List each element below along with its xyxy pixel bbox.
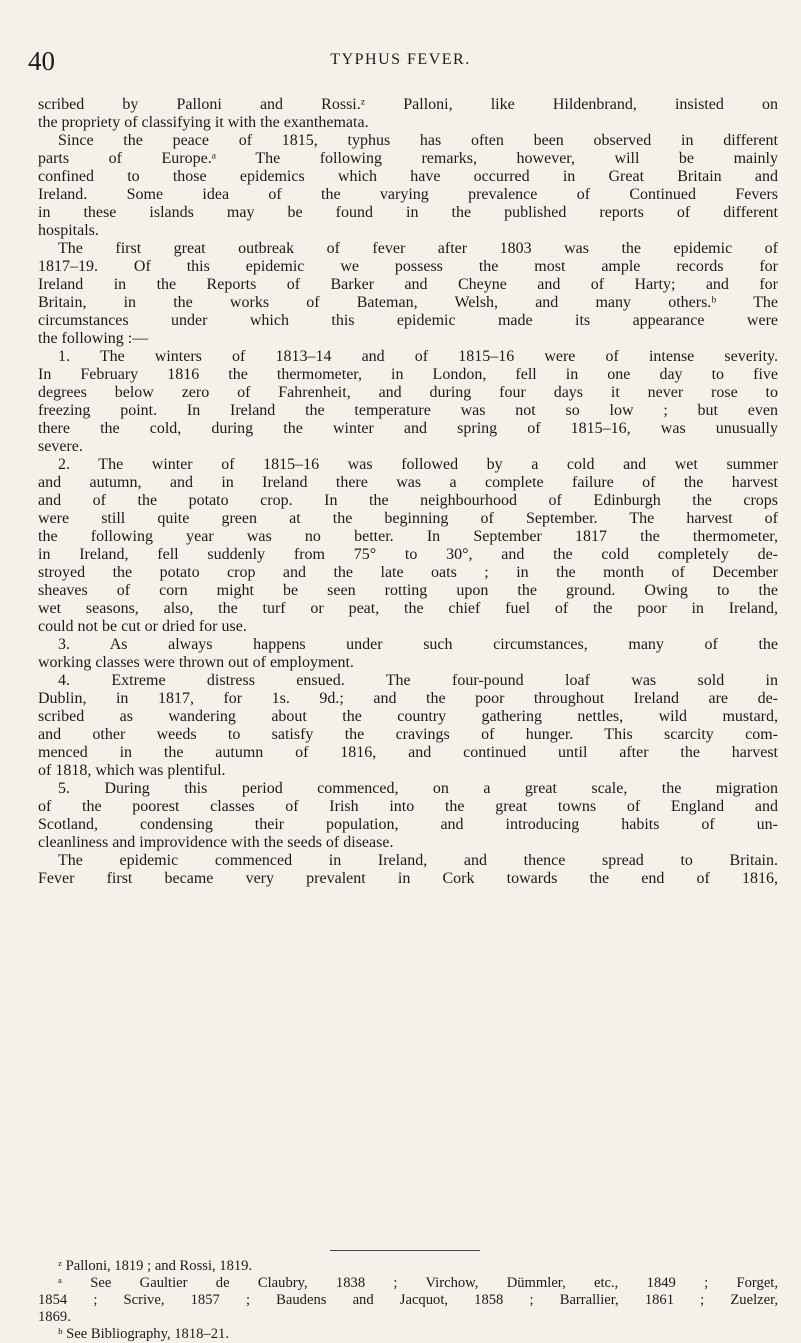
text-line: confined to those epidemics which have occurred in Great Britain and <box>38 168 778 185</box>
text-line: Fever first became very prevalent in Cork towards the end of 1816, <box>38 870 778 887</box>
text-line: In February 1816 the thermometer, in London, fell in one day to five <box>38 366 778 383</box>
text-line: Ireland. Some idea of the varying prevalence of Continued Fevers <box>38 186 778 203</box>
text-line: the following year was no better. In September 1817 the thermometer, <box>38 528 778 545</box>
text-line: 3. As always happens under such circumstances, many of the <box>58 636 778 653</box>
text-line: were still quite green at the beginning of September. The harvest of <box>38 510 778 527</box>
text-line: menced in the autumn of 1816, and continued until after the harvest <box>38 744 778 761</box>
text-line: and autumn, and in Ireland there was a complete failure of the harvest <box>38 474 778 491</box>
text-line: wet seasons, also, the turf or peat, the chief fuel of the poor in Ireland, <box>38 600 778 617</box>
text-line: 2. The winter of 1815–16 was followed by a cold and wet summer <box>58 456 778 473</box>
text-line: freezing point. In Ireland the temperature was not so low ; but even <box>38 402 778 419</box>
text-line: The first great outbreak of fever after 1803 was the epidemic of <box>58 240 778 257</box>
footnote-line: 1869. <box>38 1309 71 1325</box>
text-line: of 1818, which was plentiful. <box>38 762 226 779</box>
text-line: of the poorest classes of Irish into the great towns of England and <box>38 798 778 815</box>
text-line: parts of Europe.ᵃ The following remarks, however, will be mainly <box>38 150 778 167</box>
text-line: sheaves of corn might be seen rotting upon the ground. Owing to the <box>38 582 778 599</box>
text-line: 1817–19. Of this epidemic we possess the most ample records for <box>38 258 778 275</box>
text-line: Since the peace of 1815, typhus has often been observed in different <box>58 132 778 149</box>
text-line: Ireland in the Reports of Barker and Cheyne and of Harty; and for <box>38 276 778 293</box>
text-line: and other weeds to satisfy the cravings of hunger. This scarcity com- <box>38 726 778 743</box>
footnote-line: 1854 ; Scrive, 1857 ; Baudens and Jacquot, 1858 ; Barrallier, 1861 ; Zuelzer, <box>38 1292 778 1308</box>
text-line: stroyed the potato crop and the late oats ; in the month of December <box>38 564 778 581</box>
text-line: severe. <box>38 438 83 455</box>
text-line: scribed by Palloni and Rossi.ᶻ Palloni, like Hildenbrand, insisted on <box>38 96 778 113</box>
text-line: in Ireland, fell suddenly from 75° to 30°, and the cold completely de- <box>38 546 778 563</box>
text-line: degrees below zero of Fahrenheit, and during four days it never rose to <box>38 384 778 401</box>
text-line: in these islands may be found in the published reports of different <box>38 204 778 221</box>
page-number: 40 <box>28 46 55 76</box>
body-text <box>38 96 778 888</box>
text-line: working classes were thrown out of employment. <box>38 654 354 671</box>
text-line: 4. Extreme distress ensued. The four-pound loaf was sold in <box>58 672 778 689</box>
text-line: 5. During this period commenced, on a great scale, the migration <box>58 780 778 797</box>
text-line: circumstances under which this epidemic made its appearance were <box>38 312 778 329</box>
running-title: TYPHUS FEVER. <box>330 51 471 68</box>
text-line: Scotland, condensing their population, and introducing habits of un- <box>38 816 778 833</box>
text-line: there the cold, during the winter and spring of 1815–16, was unusually <box>38 420 778 437</box>
text-line: Britain, in the works of Bateman, Welsh, and many others.ᵇ The <box>38 294 778 311</box>
text-line: scribed as wandering about the country gathering nettles, wild mustard, <box>38 708 778 725</box>
text-line: The epidemic commenced in Ireland, and thence spread to Britain. <box>58 852 778 869</box>
footnote-line: ᵇ See Bibliography, 1818–21. <box>58 1326 229 1342</box>
footnotes <box>38 1258 778 1343</box>
text-line: hospitals. <box>38 222 99 239</box>
footnote-line: ᶻ Palloni, 1819 ; and Rossi, 1819. <box>58 1258 253 1274</box>
page-header <box>0 46 801 76</box>
text-line: the propriety of classifying it with the exanthemata. <box>38 114 369 131</box>
text-line: 1. The winters of 1813–14 and of 1815–16 were of intense severity. <box>58 348 778 365</box>
footnote-line: ᵃ See Gaultier de Claubry, 1838 ; Virchow, Dümmler, etc., 1849 ; Forget, <box>58 1275 778 1291</box>
text-line: could not be cut or dried for use. <box>38 618 247 635</box>
text-line: cleanliness and improvidence with the seeds of disease. <box>38 834 394 851</box>
text-line: and of the potato crop. In the neighbourhood of Edinburgh the crops <box>38 492 778 509</box>
footnote-divider <box>330 1250 480 1251</box>
text-line: the following :— <box>38 330 149 347</box>
text-line: Dublin, in 1817, for 1s. 9d.; and the poor throughout Ireland are de- <box>38 690 778 707</box>
